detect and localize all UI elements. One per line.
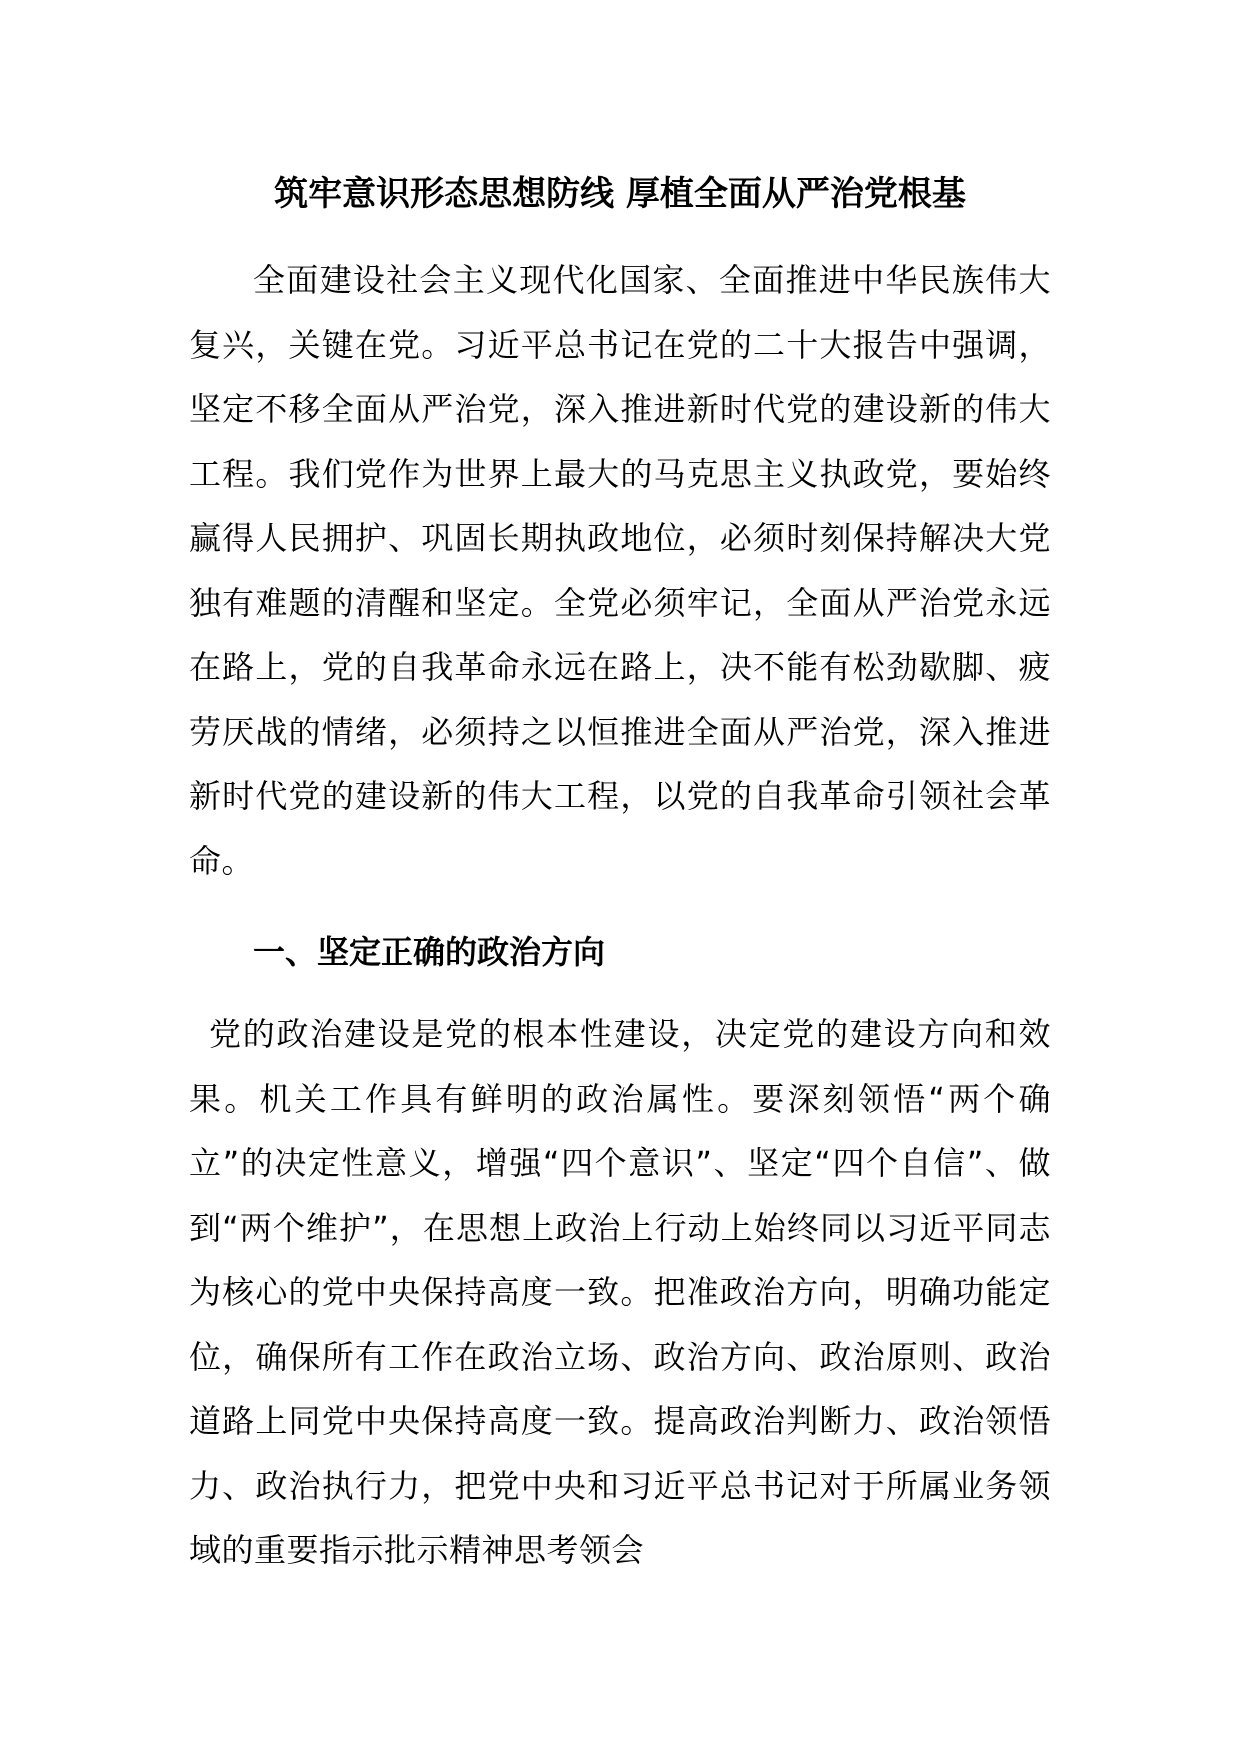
section-paragraph: 党的政治建设是党的根本性建设，决定党的建设方向和效果。机关工作具有鲜明的政治属性。要深刻领悟“两个确立”的决定性意义，增强“四个意识”、坚定“四个自信”、做到“两个维护”，在思想上政治上行动上始终同以习近平同志为核心的党中央保持高度一致。把准政治方向，明确功能定位，确保所有工作在政治立场、政治方向、政治原则、政治道路上同党中央保持高度一致。提高政治判断力、政治领悟力、政治执行力，把党中央和习近平总书记对于所属业务领域的重要指示批示精神思考领会 — [189, 1015, 1051, 1569]
intro-paragraph: 全面建设社会主义现代化国家、全面推进中华民族伟大复兴，关键在党。习近平总书记在党的二十大报告中强调，坚定不移全面从严治党，深入推进新时代党的建设新的伟大工程。我们党作为世界上最大的马克思主义执政党，要始终赢得人民拥护、巩固长期执政地位，必须时刻保持解决大党独有难题的清醒和坚定。全党必须牢记，全面从严治党永远在路上，党的自我革命永远在路上，决不能有松劲歇脚、疲劳厌战的情绪，必须持之以恒推进全面从严治党，深入推进新时代党的建设新的伟大工程，以党的自我革命引领社会革命。 — [189, 261, 1051, 880]
section-heading: 一、坚定正确的政治方向 — [253, 933, 606, 971]
document-title: 筑牢意识形态思想防线 厚植全面从严治党根基 — [274, 174, 966, 214]
